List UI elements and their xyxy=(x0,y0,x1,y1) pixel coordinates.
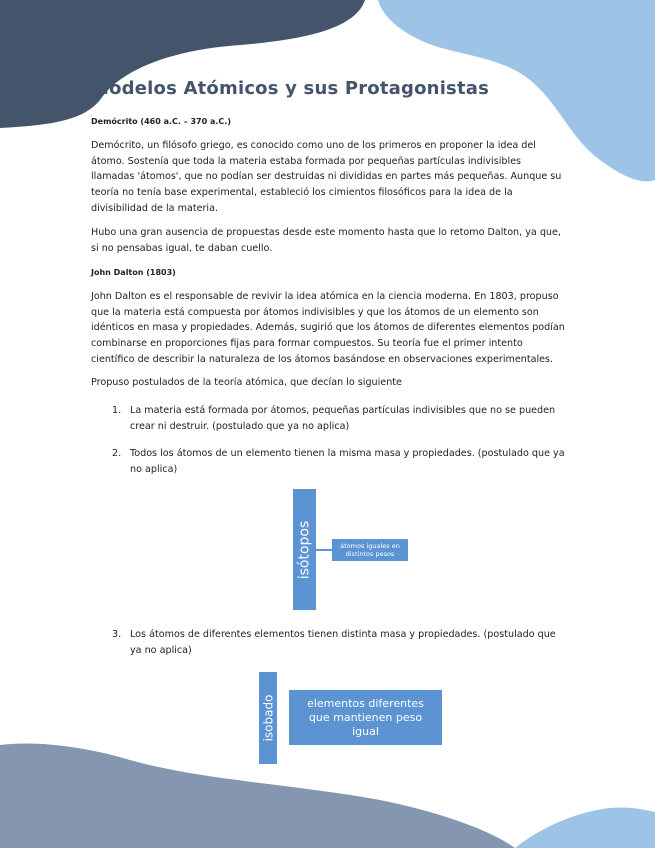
postulate-text: Todos los átomos de un elemento tienen la misma masa y propiedades. (postulado que ya no aplica) xyxy=(130,448,565,475)
dalton-paragraph-1: John Dalton es el responsable de revivir la idea atómica en la ciencia moderna. En 1803, propuso que la materia está compuesta por átomos indivisibles y que los átomos de un elemento son idénticos en masa y propiedades. Además, sugirió que los átomos de diferentes elementos podían combinarse en proporciones fijas para formar compuestos. Su teoría fue el primer intento científico de describir la naturaleza de los átomos basándose en observaciones experimentales. xyxy=(91,291,565,365)
isotopos-description: átomos iguales en distintos pesos xyxy=(340,542,400,558)
dalton-paragraph-2: Propuso postulados de la teoría atómica, que decían lo siguiente xyxy=(91,377,402,388)
postulate-number: 2. xyxy=(112,448,122,459)
postulate-text: La materia está formada por átomos, pequeñas partículas indivisibles que no se pueden crear ni destruir. (postulado que ya no aplica) xyxy=(130,405,556,432)
isotopos-label-bar xyxy=(293,489,316,610)
isobaro-description: elementos diferentes que mantienen peso igual xyxy=(307,696,424,738)
postulate-text: Los átomos de diferentes elementos tienen distinta masa y propiedades. (postulado que ya no aplica) xyxy=(130,629,556,656)
dalton-heading: John Dalton (1803) xyxy=(91,268,176,277)
isotopos-label: isótopos xyxy=(296,520,313,579)
postulate-number: 1. xyxy=(112,405,122,416)
democrito-paragraph-1: Demócrito, un filósofo griego, es conocido como uno de los primeros en proponer la idea del átomo. Sostenía que toda la materia estaba formada por pequeñas partículas indivisibles llamadas 'átomos', que no podían ser destruidas ni divididas en partes más pequeñas. Aunque su teoría no tenía base experimental, estableció los cimientos filosóficos para la idea de la divisibilidad de la materia. xyxy=(91,140,562,214)
isobaro-label: isobado xyxy=(261,694,276,742)
isotopos-connector xyxy=(316,549,332,551)
democrito-paragraph-2: Hubo una gran ausencia de propuestas desde este momento hasta que lo retomo Dalton, ya que, si no pensabas igual, te daban cuello. xyxy=(91,227,561,254)
page-title: Modelos Atómicos y sus Protagonistas xyxy=(91,78,490,99)
democrito-heading: Demócrito (460 a.C. – 370 a.C.) xyxy=(91,117,231,126)
isobaro-label-bar xyxy=(259,672,277,764)
isotopos-description-box xyxy=(332,539,408,561)
isobaro-description-box xyxy=(289,690,442,745)
postulate-number: 3. xyxy=(112,629,122,640)
